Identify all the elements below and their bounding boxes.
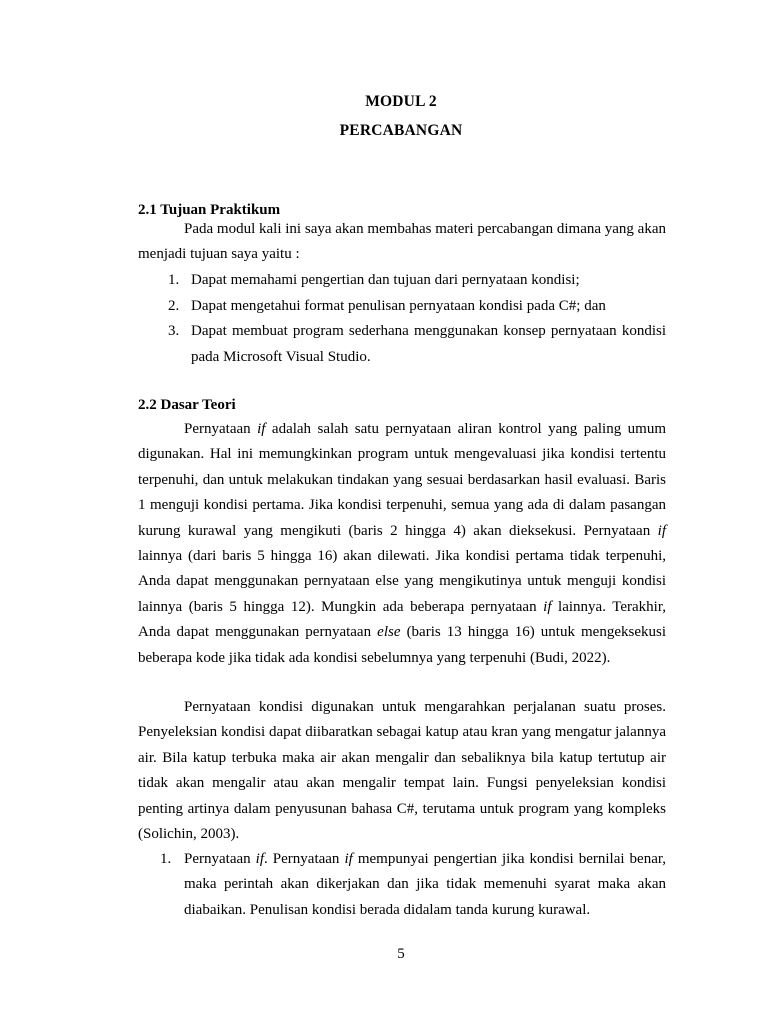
list-item: 2. Dapat mengetahui format penulisan pernyataan kondisi pada C#; dan (168, 297, 606, 314)
section-heading-tujuan: 2.1 Tujuan Praktikum (138, 202, 281, 218)
theory-paragraph-2: Pernyataan kondisi digunakan untuk mengarahkan perjalanan suatu proses. Penyeleksian kondisi dapat diibaratkan sebagai katup atau kran yang mengatur jalannya air. Bila katup terbuka maka air akan mengalir dan sebaliknya bila katup tertutup air tidak akan mengalir atau akan mengalir tempat lain. Fungsi penyeleksian kondisi penting artinya dalam penyusunan bahasa C#, terutama untuk program yang kompleks (Solichin, 2003). (138, 699, 666, 843)
theory-paragraph-1: Pernyataan if adalah salah satu pernyataan aliran kontrol yang paling umum digunakan. Hal ini memungkinkan program untuk mengevaluasi jika kondisi tertentu terpenuhi, dan untuk melakukan tindakan yang sesuai berdasarkan hasil evaluasi. Baris 1 menguji kondisi pertama. Jika kondisi terpenuhi, semua yang ada di dalam pasangan kurung kurawal yang mengikuti (baris 2 hingga 4) akan dieksekusi. Pernyataan if lainnya (dari baris 5 hingga 16) akan dilewati. Jika kondisi pertama tidak terpenuhi, Anda dapat menggunakan pernyataan else yang mengikutinya untuk menguji kondisi lainnya (baris 5 hingga 12). Mungkin ada beberapa pernyataan if lainnya. Terakhir, Anda dapat menggunakan pernyataan else (baris 13 hingga 16) untuk mengeksekusi beberapa kode jika tidak ada kondisi sebelumnya yang terpenuhi (Budi, 2022). (138, 421, 666, 666)
module-subtitle: PERCABANGAN (339, 122, 463, 139)
section1-intro: Pada modul kali ini saya akan membahas materi percabangan dimana yang akan menjadi tujuan saya yaitu : (138, 221, 666, 263)
section-heading-dasar-teori: 2.2 Dasar Teori (138, 397, 236, 413)
page-number: 5 (397, 946, 405, 962)
module-title: MODUL 2 (365, 93, 437, 110)
theory-list (138, 847, 666, 923)
list-item: 3. Dapat membuat program sederhana menggunakan konsep pernyataan kondisi pada Microsoft Visual Studio. (168, 323, 666, 365)
list-item: 1. Dapat memahami pengertian dan tujuan dari pernyataan kondisi; (168, 272, 580, 288)
list-item: 1. Pernyataan if. Pernyataan if mempunyai pengertian jika kondisi bernilai benar, maka perintah akan dikerjakan dan jika tidak memenuhi syarat maka akan diabaikan. Penulisan kondisi berada didalam tanda kurung kurawal. (160, 851, 667, 918)
objectives-list (138, 268, 666, 370)
